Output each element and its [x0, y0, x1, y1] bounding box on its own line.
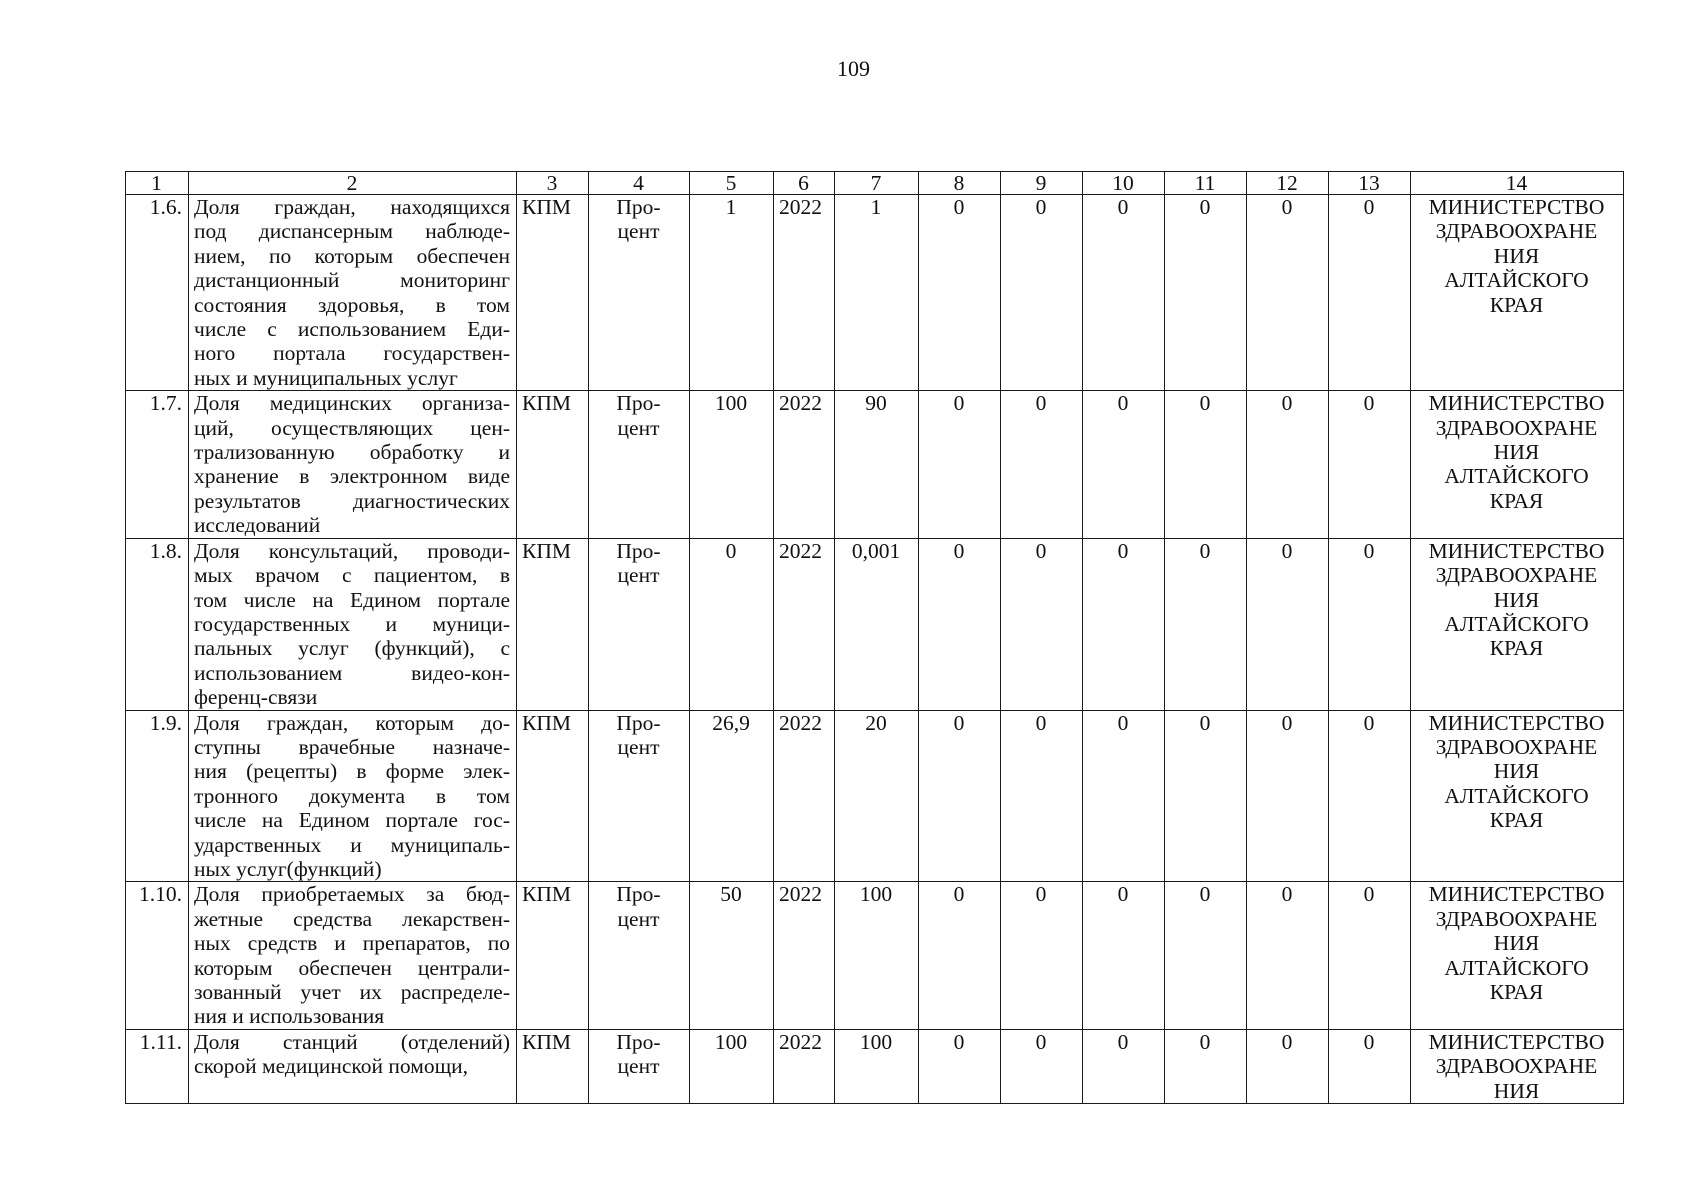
responsible-org-line: НИЯ — [1493, 759, 1540, 784]
value-cell-10: 0 — [1083, 391, 1165, 538]
unit-cell — [589, 710, 690, 882]
responsible-org-cell — [1411, 538, 1624, 710]
indicator-name-line: нием, по которым обеспечен — [194, 243, 510, 268]
value-cell-7: 20 — [835, 710, 919, 882]
header-cell: 12 — [1247, 172, 1329, 195]
row-number-cell: 1.11. — [126, 1029, 189, 1103]
indicator-name-line: скорой медицинской помощи, — [194, 1054, 469, 1079]
indicator-name-line: том числе на Едином портале — [194, 587, 510, 612]
responsible-org-line: АЛТАЙСКОГО — [1444, 783, 1589, 808]
responsible-org-cell — [1411, 710, 1624, 882]
value-cell-13: 0 — [1329, 391, 1411, 538]
indicator-name-line: ния и использования — [194, 1004, 385, 1029]
indicator-name-line: ния (рецепты) в форме элек- — [194, 759, 510, 784]
indicator-name-cell — [189, 882, 517, 1029]
value-cell-11: 0 — [1165, 195, 1247, 391]
value-cell-13: 0 — [1329, 882, 1411, 1029]
responsible-org-line: МИНИСТЕРСТВО — [1428, 1029, 1605, 1054]
unit-line: Про- — [616, 538, 661, 563]
value-cell-9: 0 — [1001, 710, 1083, 882]
unit-line: цент — [617, 906, 660, 931]
responsible-org-line: АЛТАЙСКОГО — [1444, 464, 1589, 489]
value-cell-8: 0 — [919, 538, 1001, 710]
responsible-org-cell — [1411, 195, 1624, 391]
unit-line: Про- — [616, 391, 661, 416]
value-cell-10: 0 — [1083, 1029, 1165, 1103]
unit-line: цент — [617, 1054, 660, 1079]
responsible-org-line: АЛТАЙСКОГО — [1444, 611, 1589, 636]
row-number-cell: 1.10. — [126, 882, 189, 1029]
indicator-name-line: под диспансерным наблюде- — [194, 219, 510, 244]
indicator-name-line: исследований — [194, 513, 321, 538]
responsible-org-line: МИНИСТЕРСТВО — [1428, 882, 1605, 907]
indicator-name-line: пальных услуг (функций), с — [194, 636, 510, 661]
indicator-name-line: государственных и муници- — [194, 611, 510, 636]
indicator-name-line: состояния здоровья, в том — [194, 292, 510, 317]
header-cell: 9 — [1001, 172, 1083, 195]
indicator-name-line: Доля медицинских организа- — [194, 391, 510, 416]
header-cell: 14 — [1411, 172, 1624, 195]
value-cell-5: 50 — [690, 882, 774, 1029]
value-cell-11: 0 — [1165, 882, 1247, 1029]
indicator-name-line: Доля граждан, находящихся — [194, 195, 510, 219]
value-cell-5: 1 — [690, 195, 774, 391]
indicator-name-line: Доля приобретаемых за бюд- — [194, 882, 510, 907]
indicator-type-cell: КПМ — [517, 710, 589, 882]
indicator-name-line: ференц-связи — [194, 685, 318, 710]
indicator-name-line: ных и муниципальных услуг — [194, 365, 458, 390]
value-cell-9: 0 — [1001, 195, 1083, 391]
value-cell-9: 0 — [1001, 538, 1083, 710]
value-cell-9: 0 — [1001, 882, 1083, 1029]
responsible-org-line: ЗДРАВООХРАНЕ — [1435, 1054, 1598, 1079]
value-cell-11: 0 — [1165, 391, 1247, 538]
responsible-org-line: МИНИСТЕРСТВО — [1428, 391, 1605, 416]
value-cell-5: 26,9 — [690, 710, 774, 882]
value-cell-6: 2022 — [774, 391, 835, 538]
indicator-name-line: тронного документа в том — [194, 783, 510, 808]
value-cell-8: 0 — [919, 391, 1001, 538]
indicator-name-cell — [189, 1029, 517, 1103]
indicator-name-line: зованный учет их распределе- — [194, 980, 510, 1004]
value-cell-13: 0 — [1329, 1029, 1411, 1103]
value-cell-6: 2022 — [774, 1029, 835, 1103]
header-cell: 10 — [1083, 172, 1165, 195]
unit-line: Про- — [616, 882, 661, 907]
responsible-org-line: ЗДРАВООХРАНЕ — [1435, 415, 1598, 440]
indicator-name-line: использованием видео-кон- — [194, 660, 510, 685]
table-row — [126, 391, 1624, 538]
indicator-name-line: ных средств и препаратов, по — [194, 931, 510, 956]
indicator-name-cell — [189, 538, 517, 710]
table-row — [126, 538, 1624, 710]
indicator-name-line: ударственных и муниципаль- — [194, 832, 510, 857]
row-number-cell: 1.8. — [126, 538, 189, 710]
responsible-org-line: МИНИСТЕРСТВО — [1428, 538, 1605, 563]
header-cell: 13 — [1329, 172, 1411, 195]
unit-cell — [589, 391, 690, 538]
unit-line: Про- — [616, 710, 661, 735]
unit-cell — [589, 882, 690, 1029]
value-cell-7: 100 — [835, 1029, 919, 1103]
value-cell-13: 0 — [1329, 538, 1411, 710]
value-cell-13: 0 — [1329, 195, 1411, 391]
header-row — [126, 172, 1624, 195]
unit-line: цент — [617, 415, 660, 440]
responsible-org-line: ЗДРАВООХРАНЕ — [1435, 219, 1598, 244]
value-cell-13: 0 — [1329, 710, 1411, 882]
indicator-name-cell — [189, 710, 517, 882]
indicator-name-line: ного портала государствен- — [194, 341, 510, 366]
value-cell-12: 0 — [1247, 882, 1329, 1029]
value-cell-12: 0 — [1247, 391, 1329, 538]
value-cell-8: 0 — [919, 882, 1001, 1029]
indicator-type-cell: КПМ — [517, 1029, 589, 1103]
indicator-name-line: результатов диагностических — [194, 488, 510, 513]
row-number-cell: 1.7. — [126, 391, 189, 538]
table-row — [126, 882, 1624, 1029]
responsible-org-line: ЗДРАВООХРАНЕ — [1435, 734, 1598, 759]
value-cell-6: 2022 — [774, 710, 835, 882]
value-cell-10: 0 — [1083, 710, 1165, 882]
value-cell-6: 2022 — [774, 195, 835, 391]
value-cell-10: 0 — [1083, 882, 1165, 1029]
indicator-type-cell: КПМ — [517, 882, 589, 1029]
header-cell: 6 — [774, 172, 835, 195]
indicator-name-line: числе с использованием Еди- — [194, 317, 510, 342]
value-cell-5: 0 — [690, 538, 774, 710]
row-number-cell: 1.9. — [126, 710, 189, 882]
row-number-cell: 1.6. — [126, 195, 189, 391]
value-cell-12: 0 — [1247, 710, 1329, 882]
page-number: 109 — [837, 56, 870, 81]
responsible-org-line: КРАЯ — [1489, 488, 1544, 513]
value-cell-11: 0 — [1165, 538, 1247, 710]
responsible-org-line: МИНИСТЕРСТВО — [1428, 710, 1605, 735]
responsible-org-line: КРАЯ — [1489, 980, 1544, 1004]
responsible-org-line: КРАЯ — [1489, 808, 1544, 833]
value-cell-12: 0 — [1247, 195, 1329, 391]
table-row — [126, 710, 1624, 882]
value-cell-6: 2022 — [774, 538, 835, 710]
indicator-name-line: дистанционный мониторинг — [194, 268, 510, 293]
unit-line: цент — [617, 219, 660, 244]
responsible-org-line: МИНИСТЕРСТВО — [1428, 195, 1605, 219]
value-cell-11: 0 — [1165, 1029, 1247, 1103]
indicator-name-line: ных услуг(функций) — [194, 856, 382, 881]
indicator-type-cell: КПМ — [517, 538, 589, 710]
value-cell-8: 0 — [919, 1029, 1001, 1103]
value-cell-7: 1 — [835, 195, 919, 391]
unit-line: цент — [617, 734, 660, 759]
indicator-type-cell: КПМ — [517, 195, 589, 391]
indicator-name-line: которым обеспечен централи- — [194, 955, 510, 980]
unit-cell — [589, 538, 690, 710]
indicator-name-line: хранение в электронном виде — [194, 464, 510, 489]
responsible-org-line: НИЯ — [1493, 1078, 1540, 1103]
indicator-name-line: числе на Едином портале гос- — [194, 808, 510, 833]
responsible-org-line: НИЯ — [1493, 931, 1540, 956]
indicator-name-line: Доля станций (отделений) — [194, 1029, 510, 1054]
indicator-type-cell: КПМ — [517, 391, 589, 538]
header-cell: 1 — [126, 172, 189, 195]
responsible-org-line: ЗДРАВООХРАНЕ — [1435, 906, 1598, 931]
header-cell: 4 — [589, 172, 690, 195]
indicator-name-line: трализованную обработку и — [194, 440, 510, 465]
value-cell-5: 100 — [690, 391, 774, 538]
indicator-name-line: жетные средства лекарствен- — [194, 906, 510, 931]
indicator-name-line: ций, осуществляющих цен- — [194, 415, 510, 440]
responsible-org-line: НИЯ — [1493, 440, 1540, 465]
value-cell-7: 90 — [835, 391, 919, 538]
indicator-name-line: ступны врачебные назначе- — [194, 734, 510, 759]
responsible-org-line: КРАЯ — [1489, 636, 1544, 661]
indicator-name-line: Доля граждан, которым до- — [194, 710, 510, 735]
responsible-org-line: НИЯ — [1493, 587, 1540, 612]
value-cell-5: 100 — [690, 1029, 774, 1103]
responsible-org-line: ЗДРАВООХРАНЕ — [1435, 563, 1598, 588]
unit-cell — [589, 195, 690, 391]
indicator-name-line: Доля консультаций, проводи- — [194, 538, 510, 563]
value-cell-11: 0 — [1165, 710, 1247, 882]
header-cell: 11 — [1165, 172, 1247, 195]
indicator-name-line: мых врачом с пациентом, в — [194, 563, 510, 588]
indicator-name-cell — [189, 195, 517, 391]
responsible-org-line: АЛТАЙСКОГО — [1444, 268, 1589, 293]
value-cell-8: 0 — [919, 195, 1001, 391]
value-cell-7: 0,001 — [835, 538, 919, 710]
value-cell-12: 0 — [1247, 538, 1329, 710]
value-cell-12: 0 — [1247, 1029, 1329, 1103]
unit-line: Про- — [616, 1029, 661, 1054]
unit-line: Про- — [616, 195, 661, 219]
value-cell-8: 0 — [919, 710, 1001, 882]
responsible-org-line: НИЯ — [1493, 243, 1540, 268]
indicator-name-cell — [189, 391, 517, 538]
responsible-org-cell — [1411, 391, 1624, 538]
unit-cell — [589, 1029, 690, 1103]
table-row — [126, 1029, 1624, 1103]
value-cell-10: 0 — [1083, 195, 1165, 391]
responsible-org-cell — [1411, 882, 1624, 1029]
responsible-org-line: КРАЯ — [1489, 292, 1544, 317]
value-cell-9: 0 — [1001, 391, 1083, 538]
value-cell-10: 0 — [1083, 538, 1165, 710]
header-cell: 5 — [690, 172, 774, 195]
table-row — [126, 195, 1624, 391]
unit-line: цент — [617, 563, 660, 588]
value-cell-7: 100 — [835, 882, 919, 1029]
value-cell-9: 0 — [1001, 1029, 1083, 1103]
responsible-org-cell — [1411, 1029, 1624, 1103]
header-cell: 7 — [835, 172, 919, 195]
header-cell: 2 — [189, 172, 517, 195]
header-cell: 8 — [919, 172, 1001, 195]
indicators-table — [125, 171, 1624, 1104]
responsible-org-line: АЛТАЙСКОГО — [1444, 955, 1589, 980]
header-cell: 3 — [517, 172, 589, 195]
value-cell-6: 2022 — [774, 882, 835, 1029]
